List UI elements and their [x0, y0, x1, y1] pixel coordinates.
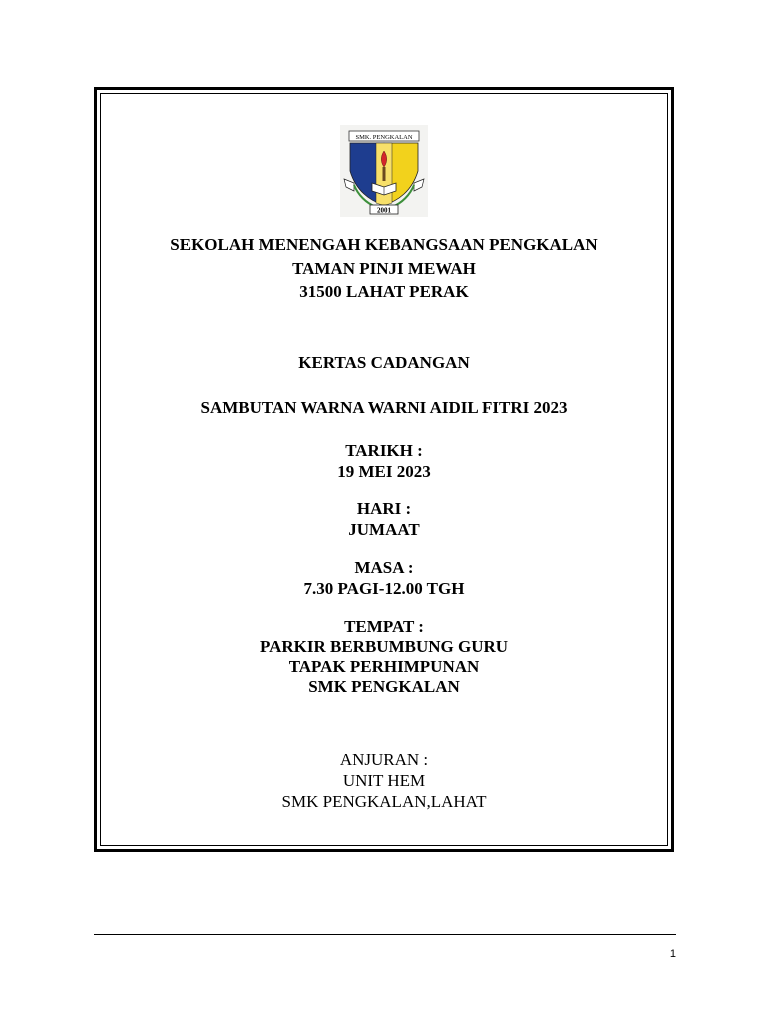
crest-ribbon-left	[344, 179, 354, 191]
day-value: JUMAAT	[348, 520, 420, 539]
school-crest-logo	[340, 125, 428, 217]
day-label: HARI :	[356, 499, 412, 518]
crest-svg	[340, 125, 428, 217]
venue-line1: PARKIR BERBUMBUNG GURU	[259, 637, 509, 656]
venue-line2: TAPAK PERHIMPUNAN	[288, 657, 480, 676]
crest-year-text: 2001	[377, 206, 391, 215]
venue-label: TEMPAT :	[344, 617, 424, 636]
school-address-line2: 31500 LAHAT PERAK	[299, 282, 469, 301]
crest-banner-text: SMK. PENGKALAN	[355, 134, 413, 141]
footer-divider	[94, 934, 676, 935]
time-value: 7.30 PAGI-12.00 TGH	[303, 579, 465, 598]
organizer-school: SMK PENGKALAN,LAHAT	[281, 792, 487, 811]
venue-line3: SMK PENGKALAN	[308, 677, 460, 696]
document-title: SAMBUTAN WARNA WARNI AIDIL FITRI 2023	[200, 398, 568, 417]
organizer-unit: UNIT HEM	[342, 771, 426, 790]
crest-torch	[383, 167, 386, 181]
crest-ribbon-right	[414, 179, 424, 191]
time-label: MASA :	[354, 558, 414, 577]
school-name: SEKOLAH MENENGAH KEBANGSAAN PENGKALAN	[170, 235, 598, 254]
document-type: KERTAS CADANGAN	[298, 353, 470, 372]
school-address-line1: TAMAN PINJI MEWAH	[292, 259, 476, 278]
date-value: 19 MEI 2023	[337, 462, 431, 481]
date-label: TARIKH :	[345, 441, 423, 460]
page-number: 1	[669, 948, 676, 960]
organizer-label: ANJURAN :	[339, 750, 429, 769]
